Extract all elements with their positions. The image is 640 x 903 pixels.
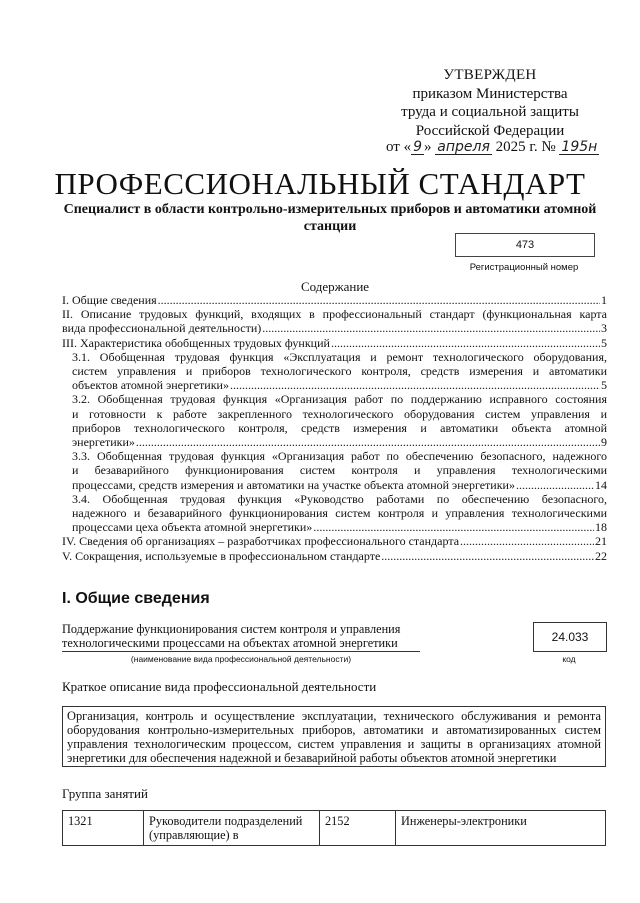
brief-description-label: Краткое описание вида профессиональной деятельности [62, 679, 377, 694]
group-name: Руководители подразделений (управляющие) в [144, 811, 320, 846]
divider [62, 651, 420, 652]
toc-entry[interactable]: 3.3. Обобщенная трудовая функция «Организация работ по обеспечению безопасного, надежного и безаварийного функционирования систем контроля и управления технологическими процессами, средств измерения и автоматики на участке объекта атомной энергетики» ..... 14 [62, 449, 607, 492]
activity-name: Поддержание функционирования систем контроля и управления технологическими процессами на объектах атомной энергетики [62, 622, 401, 651]
toc-heading: Содержание [300, 279, 370, 294]
section-heading: I. Общие сведения [62, 590, 210, 607]
toc-entry[interactable]: 3.2. Обобщенная трудовая функция «Организация работ по поддержанию исправного состояния и готовности к работе закрепленного технологического оборудования систем управления и приборов технологического контроля, средств измерения и автоматики объекта атомной энергетики» ..... 9 [62, 392, 607, 449]
table-row [63, 811, 606, 846]
approval-line: приказом Министерства [412, 85, 568, 102]
group-code: 1321 [63, 811, 144, 846]
group-code: 2152 [320, 811, 396, 846]
toc-entry[interactable]: 3.1. Обобщенная трудовая функция «Эксплуатация и ремонт технологического оборудования, систем управления и приборов технологического контроля, средств измерения и автоматики объектов атомной энергетики» ..... 5 [62, 350, 607, 393]
registration-label: Регистрационный номер [469, 262, 579, 273]
toc-entry[interactable]: 3.4. Обобщенная трудовая функция «Руководство работами по обеспечению безопасного, надежного и безаварийного функционирования систем контроля и управления технологическими процессами цеха объекта атомной энергетики» ..... 18 [62, 492, 607, 535]
document-title: ПРОФЕССИОНАЛЬНЫЙ СТАНДАРТ [54, 166, 586, 201]
handwritten-number: 195н [561, 139, 598, 155]
approval-line: труда и социальной защиты [401, 104, 579, 120]
group-name: Инженеры-электроники [396, 811, 606, 846]
handwritten-month: апреля [437, 139, 490, 155]
activity-label: (наименование вида профессиональной деятельности) [130, 654, 352, 664]
occupation-groups-table [62, 810, 606, 846]
brief-description-box: Организация, контроль и осуществление эксплуатации, технического обслуживания и ремонта оборудования контрольно-измерительных приборов, автоматики и автоматизированных систем управления технологическим процессом, систем управления и защиты в организациях атомной энергетики для обеспечения надежной и безаварийной работы объектов атомной энергетики [62, 706, 606, 767]
approval-block [380, 66, 600, 140]
handwritten-day: 9 [413, 139, 423, 155]
toc-entry[interactable]: IV. Сведения об организациях – разработчиках профессионального стандарта ..... 21 [62, 534, 607, 548]
toc-entry[interactable]: I. Общие сведения ..... 1 [62, 293, 607, 307]
approval-title: УТВЕРЖДЕН [443, 67, 537, 83]
approval-line: Российской Федерации [415, 122, 565, 139]
toc-entry[interactable]: V. Сокращения, используемые в профессиональном стандарте ..... 22 [62, 549, 607, 563]
table-of-contents [62, 293, 607, 563]
toc-entry[interactable]: III. Характеристика обобщенных трудовых функций ..... 5 [62, 336, 607, 350]
order-date-line: от « 9 » апреля 2025 г. № 195н [386, 139, 598, 155]
document-subtitle: Специалист в области контрольно-измерительных приборов и автоматики атомной станции [63, 202, 597, 234]
activity-code-box: 24.033 [533, 622, 607, 652]
occupation-groups-label: Группа занятий [62, 786, 148, 801]
toc-entry[interactable]: II. Описание трудовых функций, входящих в профессиональный стандарт (функциональная карта вида профессиональной деятельности) ..... 3 [62, 307, 607, 335]
code-label: код [562, 654, 576, 664]
registration-number-box: 473 [455, 233, 595, 257]
